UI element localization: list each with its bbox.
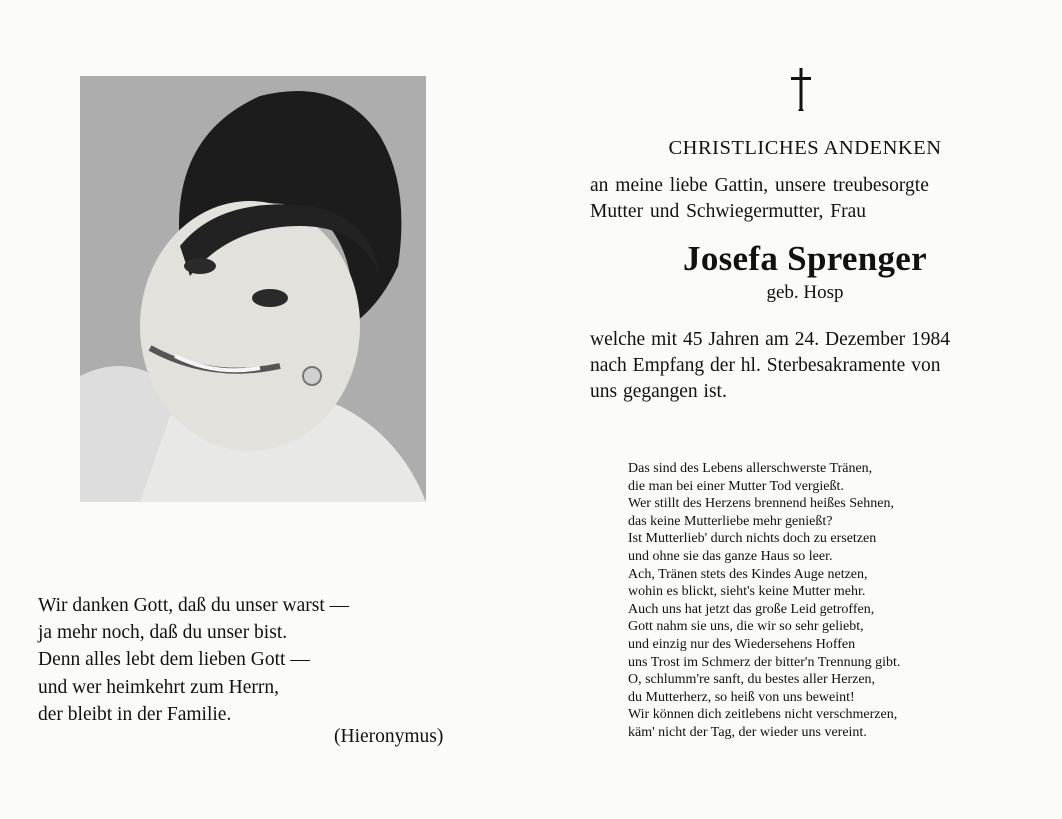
- poem-line: Wer stillt des Herzens brennend heißes Sehnen,: [628, 496, 894, 512]
- deceased-name: Josefa Sprenger: [683, 239, 927, 278]
- cross-icon: [788, 66, 814, 112]
- death-notice: [590, 327, 1030, 405]
- memorial-poem: [628, 460, 1048, 742]
- poem-line: O, schlumm're sanft, du bestes aller Herzen,: [628, 672, 876, 688]
- poem-line: Auch uns hat jetzt das große Leid getroffen,: [628, 601, 875, 617]
- maiden-name: geb. Hosp: [766, 282, 844, 303]
- poem-line: und einzig nur des Wiedersehens Hoffen: [628, 636, 856, 652]
- poem-line: Gott nahm sie uns, die wir so sehr geliebt,: [628, 619, 864, 635]
- quote-line: Denn alles lebt dem lieben Gott —: [38, 649, 310, 671]
- portrait-photo: [80, 76, 426, 502]
- death-line: uns gegangen ist.: [590, 381, 727, 402]
- poem-line: Ist Mutterlieb' durch nichts doch zu ersetzen: [628, 531, 877, 547]
- poem-line: die man bei einer Mutter Tod vergießt.: [628, 478, 844, 494]
- quote-attribution: (Hieronymus): [334, 726, 444, 747]
- memorial-quote: [38, 592, 498, 728]
- poem-line: Wir können dich zeitlebens nicht verschmerzen,: [628, 707, 898, 723]
- poem-line: Ach, Tränen stets des Kindes Auge netzen,: [628, 566, 868, 582]
- quote-line: Wir danken Gott, daß du unser warst —: [38, 595, 350, 616]
- death-line: nach Empfang der hl. Sterbesakramente von: [590, 355, 941, 376]
- poem-line: uns Trost im Schmerz der bitter'n Trennung gibt.: [628, 654, 901, 670]
- poem-line: das keine Mutterliebe mehr genießt?: [628, 513, 833, 529]
- poem-line: du Mutterherz, so heiß von uns beweint!: [628, 689, 855, 705]
- poem-line: Das sind des Lebens allerschwerste Tränen,: [628, 461, 873, 476]
- intro-line: an meine liebe Gattin, unsere treubesorgte: [590, 175, 929, 196]
- poem-line: wohin es blickt, sieht's keine Mutter mehr.: [628, 584, 866, 600]
- poem-line: und ohne sie das ganze Haus so leer.: [628, 548, 833, 564]
- quote-line: ja mehr noch, daß du unser bist.: [38, 622, 288, 644]
- death-line: welche mit 45 Jahren am 24. Dezember 1984: [590, 329, 951, 350]
- intro-text: [590, 173, 1030, 225]
- intro-line: Mutter und Schwiegermutter, Frau: [590, 201, 866, 222]
- poem-line: käm' nicht der Tag, der wieder uns vereint.: [628, 724, 867, 740]
- quote-line: der bleibt in der Familie.: [38, 703, 232, 725]
- portrait-image: [80, 76, 426, 502]
- card-heading: CHRISTLICHES ANDENKEN: [668, 137, 942, 159]
- quote-line: und wer heimkehrt zum Herrn,: [38, 676, 279, 698]
